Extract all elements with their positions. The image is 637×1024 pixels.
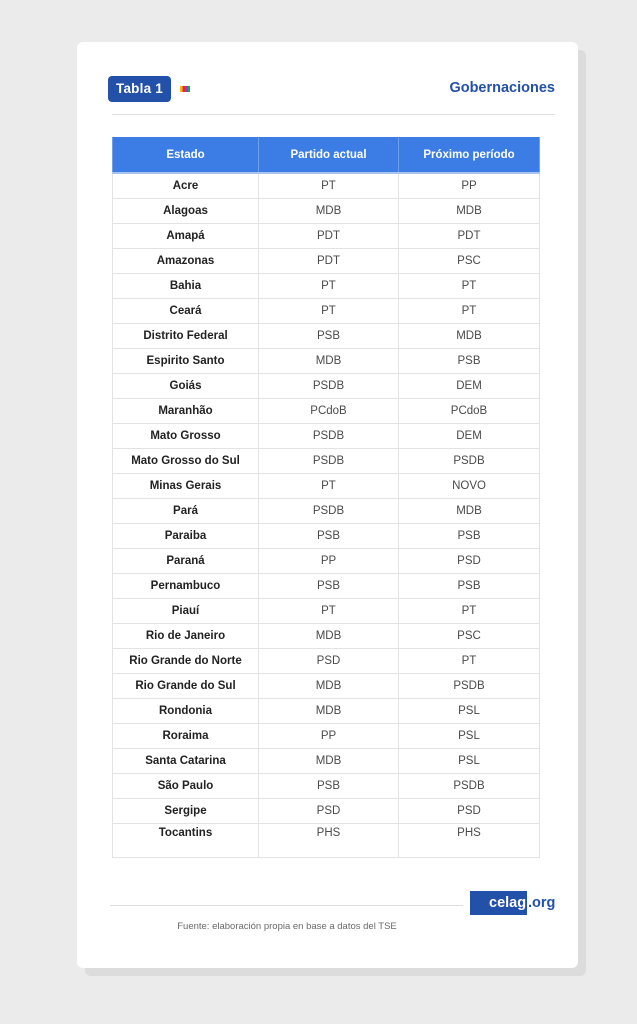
table-row	[113, 349, 540, 374]
cell-proximo-periodo: MDB	[399, 499, 540, 524]
cell-partido-actual: MDB	[259, 349, 399, 374]
cell-partido-actual: PSD	[259, 799, 399, 824]
cell-estado: Rio de Janeiro	[113, 624, 259, 649]
cell-partido-actual: PHS	[259, 824, 399, 858]
cell-estado: Roraima	[113, 724, 259, 749]
cell-partido-actual: PDT	[259, 224, 399, 249]
cell-proximo-periodo: PHS	[399, 824, 540, 858]
cell-estado: Sergipe	[113, 799, 259, 824]
cell-proximo-periodo: DEM	[399, 424, 540, 449]
cell-proximo-periodo: MDB	[399, 324, 540, 349]
cell-estado: Acre	[113, 173, 259, 199]
cell-estado: Pará	[113, 499, 259, 524]
cell-estado: Pernambuco	[113, 574, 259, 599]
cell-estado: Bahia	[113, 274, 259, 299]
cell-estado: Maranhão	[113, 399, 259, 424]
cell-proximo-periodo: PT	[399, 299, 540, 324]
cell-estado: Goiás	[113, 374, 259, 399]
table-row	[113, 224, 540, 249]
cell-partido-actual: MDB	[259, 699, 399, 724]
cell-estado: Ceará	[113, 299, 259, 324]
celag-logo	[470, 891, 555, 915]
cell-proximo-periodo: PSDB	[399, 674, 540, 699]
table-row	[113, 173, 540, 199]
cell-estado: Rio Grande do Sul	[113, 674, 259, 699]
table-row	[113, 749, 540, 774]
table-card	[77, 42, 578, 968]
cell-partido-actual: PSB	[259, 774, 399, 799]
cell-estado: Alagoas	[113, 199, 259, 224]
cell-partido-actual: PP	[259, 724, 399, 749]
source-note: Fuente: elaboración propia en base a datos del TSE	[177, 921, 397, 932]
cell-estado: Mato Grosso do Sul	[113, 449, 259, 474]
table-row	[113, 724, 540, 749]
cell-estado: Distrito Federal	[113, 324, 259, 349]
table-row	[113, 249, 540, 274]
cell-partido-actual: PT	[259, 299, 399, 324]
cell-proximo-periodo: PSB	[399, 524, 540, 549]
table-row	[113, 374, 540, 399]
cell-estado: Tocantins	[113, 824, 259, 858]
cell-proximo-periodo: PP	[399, 173, 540, 199]
cell-proximo-periodo: PT	[399, 649, 540, 674]
table-row	[113, 499, 540, 524]
governors-table	[112, 137, 540, 858]
logo-main-text: celag	[470, 891, 527, 915]
cell-estado: São Paulo	[113, 774, 259, 799]
cell-estado: Amazonas	[113, 249, 259, 274]
footer-divider	[110, 905, 463, 906]
cell-proximo-periodo: PSDB	[399, 449, 540, 474]
cell-estado: Mato Grosso	[113, 424, 259, 449]
cell-partido-actual: PSD	[259, 649, 399, 674]
table-header-row	[113, 137, 540, 173]
cell-partido-actual: PSDB	[259, 424, 399, 449]
table-row	[113, 674, 540, 699]
cell-proximo-periodo: PT	[399, 274, 540, 299]
cell-proximo-periodo: PSD	[399, 549, 540, 574]
cell-proximo-periodo: MDB	[399, 199, 540, 224]
cell-proximo-periodo: PT	[399, 599, 540, 624]
table-row	[113, 774, 540, 799]
cell-partido-actual: PSDB	[259, 374, 399, 399]
table-row	[113, 424, 540, 449]
cell-partido-actual: PP	[259, 549, 399, 574]
cell-proximo-periodo: PSL	[399, 699, 540, 724]
cell-partido-actual: PT	[259, 274, 399, 299]
table-row	[113, 199, 540, 224]
cell-estado: Rio Grande do Norte	[113, 649, 259, 674]
table-row	[113, 699, 540, 724]
table-row	[113, 274, 540, 299]
cell-estado: Amapá	[113, 224, 259, 249]
cell-estado: Rondonia	[113, 699, 259, 724]
cell-partido-actual: PSB	[259, 524, 399, 549]
table-row	[113, 549, 540, 574]
cell-proximo-periodo: NOVO	[399, 474, 540, 499]
table-row	[113, 824, 540, 858]
cell-partido-actual: PSB	[259, 324, 399, 349]
cell-proximo-periodo: PSL	[399, 724, 540, 749]
cell-estado: Paraná	[113, 549, 259, 574]
cell-partido-actual: PT	[259, 474, 399, 499]
cell-estado: Piauí	[113, 599, 259, 624]
cell-partido-actual: PT	[259, 173, 399, 199]
cell-partido-actual: MDB	[259, 624, 399, 649]
column-header-estado: Estado	[113, 137, 259, 173]
cell-proximo-periodo: PSDB	[399, 774, 540, 799]
cell-estado: Paraiba	[113, 524, 259, 549]
cell-proximo-periodo: DEM	[399, 374, 540, 399]
cell-proximo-periodo: PSC	[399, 624, 540, 649]
logo-tld-text: .org	[528, 895, 556, 911]
cell-proximo-periodo: PSD	[399, 799, 540, 824]
cell-partido-actual: PT	[259, 599, 399, 624]
table-row	[113, 624, 540, 649]
cell-partido-actual: MDB	[259, 199, 399, 224]
rainbow-stripe-icon	[180, 86, 190, 92]
cell-proximo-periodo: PCdoB	[399, 399, 540, 424]
column-header-partido-actual: Partido actual	[259, 137, 399, 173]
cell-proximo-periodo: PDT	[399, 224, 540, 249]
table-row	[113, 449, 540, 474]
cell-partido-actual: PCdoB	[259, 399, 399, 424]
table-row	[113, 299, 540, 324]
section-title: Gobernaciones	[449, 80, 555, 96]
table-row	[113, 799, 540, 824]
cell-partido-actual: MDB	[259, 674, 399, 699]
cell-partido-actual: PSB	[259, 574, 399, 599]
table-row	[113, 474, 540, 499]
cell-partido-actual: MDB	[259, 749, 399, 774]
column-header-proximo-periodo: Próximo período	[399, 137, 540, 173]
table-number-badge: Tabla 1	[108, 76, 171, 102]
cell-estado: Espirito Santo	[113, 349, 259, 374]
cell-estado: Minas Gerais	[113, 474, 259, 499]
cell-proximo-periodo: PSB	[399, 349, 540, 374]
cell-proximo-periodo: PSL	[399, 749, 540, 774]
table-row	[113, 649, 540, 674]
table-row	[113, 599, 540, 624]
table-row	[113, 524, 540, 549]
header-divider	[112, 114, 555, 115]
cell-estado: Santa Catarina	[113, 749, 259, 774]
cell-proximo-periodo: PSB	[399, 574, 540, 599]
cell-proximo-periodo: PSC	[399, 249, 540, 274]
cell-partido-actual: PSDB	[259, 499, 399, 524]
table-row	[113, 399, 540, 424]
table-row	[113, 324, 540, 349]
table-row	[113, 574, 540, 599]
rainbow-segment	[188, 86, 190, 92]
cell-partido-actual: PSDB	[259, 449, 399, 474]
cell-partido-actual: PDT	[259, 249, 399, 274]
